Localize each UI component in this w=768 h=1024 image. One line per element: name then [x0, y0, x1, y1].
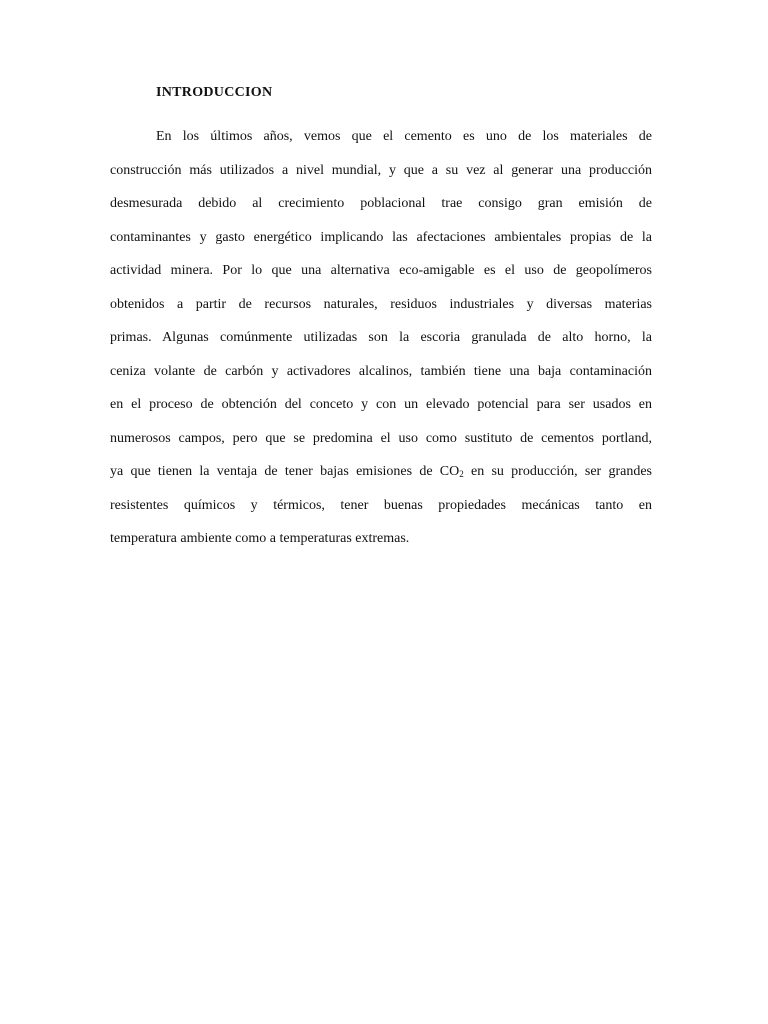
paragraph-line: en el proceso de obtención del conceto y con un elevado potencial para ser usados en	[110, 397, 652, 412]
paragraph-line: resistentes químicos y térmicos, tener buenas propiedades mecánicas tanto en	[110, 497, 652, 513]
introduction-paragraph	[110, 120, 652, 556]
paragraph-line: contaminantes y gasto energético implicando las afectaciones ambientales propias de la	[110, 229, 652, 245]
paragraph-line: obtenidos a partir de recursos naturales, residuos industriales y diversas materias	[110, 296, 652, 312]
paragraph-line-co2	[110, 455, 652, 489]
paragraph-line: primas. Algunas comúnmente utilizadas son la escoria granulada de alto horno, la	[110, 330, 652, 345]
paragraph-line: construcción más utilizados a nivel mundial, y que a su vez al generar una producción	[110, 162, 652, 178]
co2-subscript: 2	[459, 469, 464, 479]
paragraph-line: En los últimos años, vemos que el cemento es uno de los materiales de	[156, 129, 652, 144]
paragraph-line: numerosos campos, pero que se predomina el uso como sustituto de cementos portland,	[110, 430, 652, 446]
paragraph-line: desmesurada debido al crecimiento poblacional trae consigo gran emisión de	[110, 196, 652, 211]
section-heading: INTRODUCCION	[156, 85, 273, 100]
paragraph-line: ceniza volante de carbón y activadores alcalinos, también tiene una baja contaminación	[110, 363, 652, 379]
paragraph-line: temperatura ambiente como a temperaturas extremas.	[110, 531, 410, 546]
co2-line-before: ya que tienen la ventaja de tener bajas emisiones de CO	[110, 464, 460, 479]
co2-line-after: en su producción, ser grandes	[463, 464, 652, 479]
paragraph-line: actividad minera. Por lo que una alternativa eco-amigable es el uso de geopolímeros	[110, 263, 652, 278]
